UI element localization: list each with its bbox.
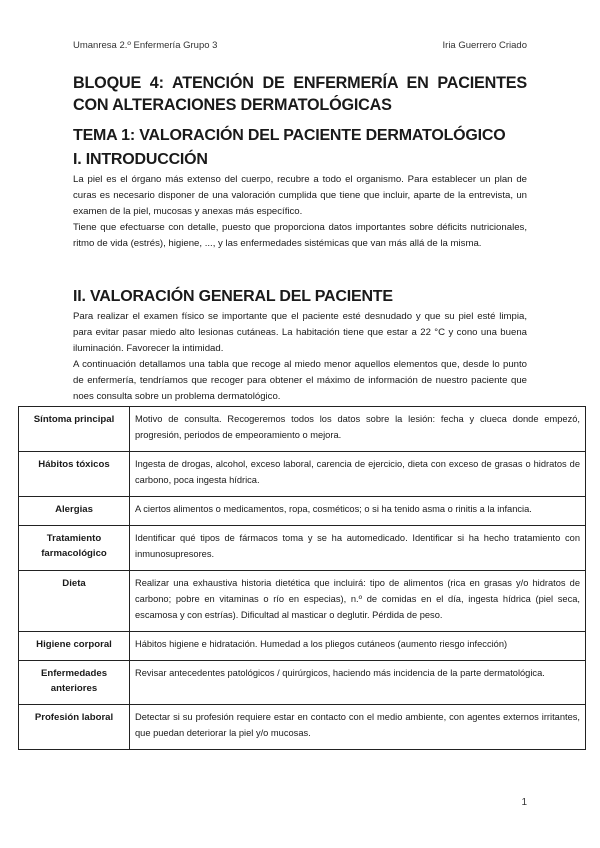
table-row [19,407,586,452]
section-2-paragraph-1: Para realizar el examen físico se importante que el paciente esté desnudado y que su piel esté limpia, para evitar pasar miedo alto lesionas cutáneas. La habitación tiene que estar a 22 °C y cono una buena iluminación. Favorecer la intimidad. [73,311,527,354]
section-2-heading: II. VALORACIÓN GENERAL DEL PACIENTE [73,288,393,305]
table-row [19,705,586,750]
row-text: Ingesta de drogas, alcohol, exceso laboral, carencia de ejercicio, dieta con exceso de grasas o hidratos de carbono, poca ingesta hídrica. [130,452,586,497]
row-text: Revisar antecedentes patológicos / quirúrgicos, haciendo más incidencia de la parte dermatológica. [130,661,586,705]
row-label: Enfermedades anteriores [19,661,130,705]
section-1-paragraph-2: Tiene que efectuarse con detalle, puesto que proporciona datos importantes sobre déficits nutricionales, ritmo de vida (estrés), higiene, ..., y las enfermedades sistémicas que van más allá de la misma. [73,222,527,249]
row-text: A ciertos alimentos o medicamentos, ropa, cosméticos; o si ha tenido asma o rinitis a la infancia. [130,497,586,526]
page-header [73,40,527,51]
table-row [19,526,586,571]
row-label: Tratamiento farmacológico [19,526,130,571]
document-title: BLOQUE 4: ATENCIÓN DE ENFERMERÍA EN PACIENTES CON ALTERACIONES DERMATOLÓGICAS [73,74,527,114]
row-label: Alergias [19,497,130,526]
row-label: Higiene corporal [19,632,130,661]
table-row [19,452,586,497]
header-author: Iria Guerrero Criado [442,40,527,51]
section-1-paragraph-1: La piel es el órgano más extenso del cuerpo, recubre a todo el organismo. Para establecer un plan de curas es necesario disponer de una valoración cumplida que tiene que incluir, aparte de la entrevista, un examen de la piel, mucosas y anexas más específico. [73,174,527,217]
row-label: Dieta [19,571,130,632]
section-2-paragraph-2: A continuación detallamos una tabla que recoge al miedo menor aquellos elementos que, desde lo punto de enfermería, tendríamos que recoger para obtener el máximo de información de nuestro paciente que noes consulta sobre un problema dermatológico. [73,359,527,402]
row-label: Profesión laboral [19,705,130,750]
table-row [19,632,586,661]
row-label: Síntoma principal [19,407,130,452]
row-text: Realizar una exhaustiva historia dietética que incluirá: tipo de alimentos (rica en grasas y/o hidratos de carbono; pobre en vitaminas o río en especias), n.º de comidas en el día, ingesta hídrica (piel seca, escamosa y con estrías). Dificultad al masticar o deglutir. Pérdida de peso. [130,571,586,632]
section-1-heading: I. INTRODUCCIÓN [73,151,208,168]
table-row [19,661,586,705]
row-text: Motivo de consulta. Recogeremos todos los datos sobre la lesión: fecha y clueca donde empezó, progresión, periodos de empeoramiento o mejora. [130,407,586,452]
assessment-table [18,406,586,750]
table-row [19,571,586,632]
row-text: Identificar qué tipos de fármacos toma y se ha automedicado. Identificar si ha hecho tratamiento con inmunosupresores. [130,526,586,571]
tema-title: TEMA 1: VALORACIÓN DEL PACIENTE DERMATOLÓGICO [73,127,506,144]
header-left-text: Umanresa 2.º Enfermería Grupo 3 [73,40,218,51]
table-row [19,497,586,526]
row-text: Detectar si su profesión requiere estar en contacto con el medio ambiente, con agentes externos irritantes, que puedan deteriorar la piel y/o mucosas. [130,705,586,750]
row-label: Hábitos tóxicos [19,452,130,497]
page-number: 1 [521,797,527,808]
row-text: Hábitos higiene e hidratación. Humedad a los pliegos cutáneos (aumento riesgo infección) [130,632,586,661]
